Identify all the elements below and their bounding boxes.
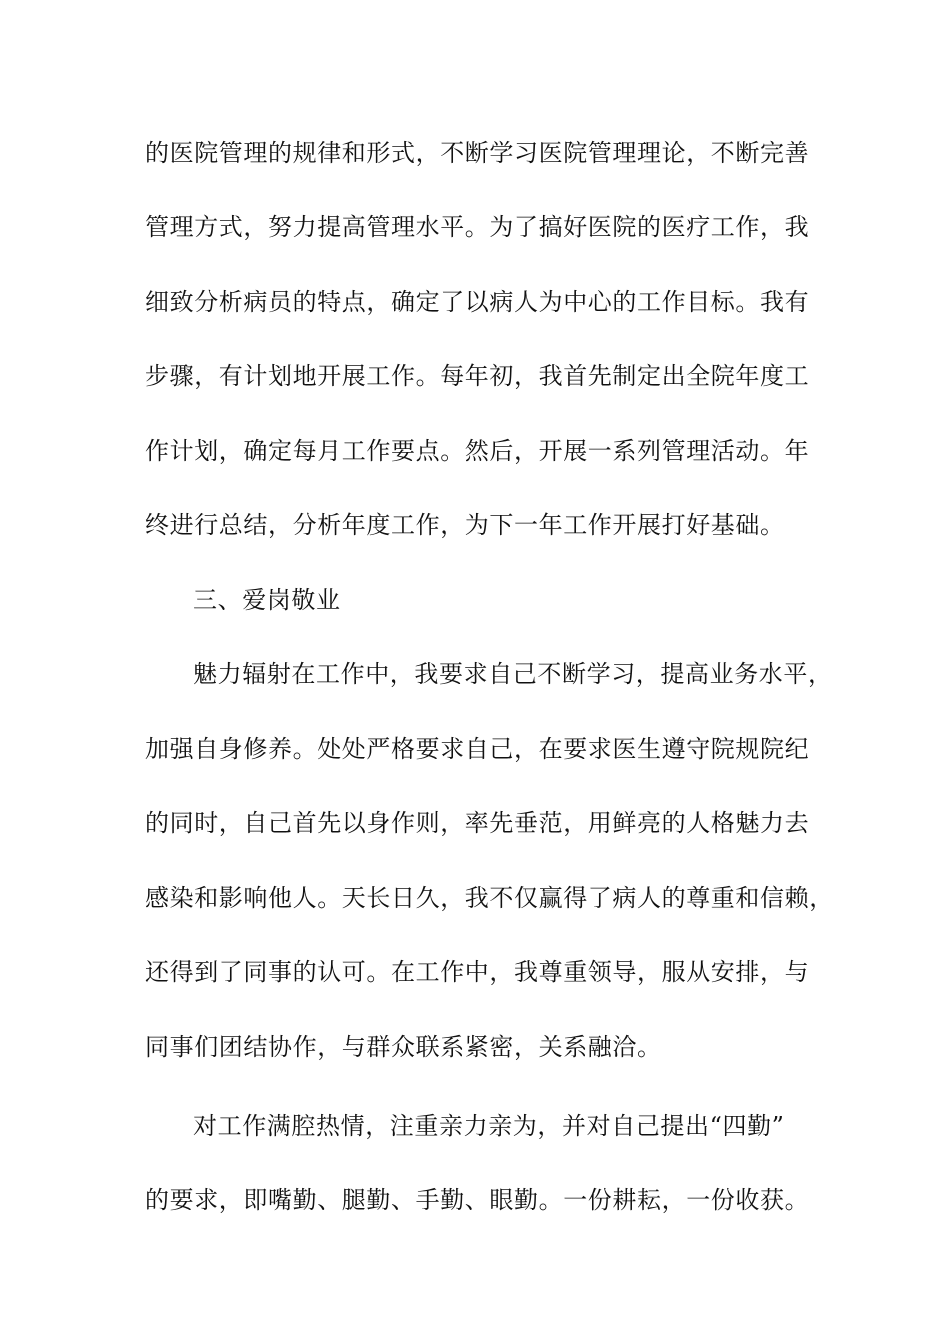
- text-line: 同事们团结协作，与群众联系紧密，关系融洽。: [145, 1033, 662, 1061]
- text-line: 细致分析病员的特点，确定了以病人为中心的工作目标。我有: [145, 288, 810, 316]
- text-line: 感染和影响他人。天长日久，我不仅赢得了病人的尊重和信赖，: [145, 884, 834, 912]
- text-line: 作计划，确定每月工作要点。然后，开展一系列管理活动。年: [145, 437, 810, 465]
- text-line: 魅力辐射在工作中，我要求自己不断学习，提高业务水平，: [193, 660, 833, 688]
- text-line: 对工作满腔热情，注重亲力亲为，并对自己提出“四勤”: [193, 1112, 785, 1140]
- text-line: 终进行总结，分析年度工作，为下一年工作开展打好基础。: [145, 511, 785, 539]
- text-line: 的医院管理的规律和形式，不断学习医院管理理论，不断完善: [145, 139, 810, 167]
- text-line: 的同时，自己首先以身作则，率先垂范，用鲜亮的人格魅力去: [145, 809, 810, 837]
- text-line: 的要求，即嘴勤、腿勤、手勤、眼勤。一份耕耘，一份收获。: [145, 1186, 810, 1214]
- text-line: 还得到了同事的认可。在工作中，我尊重领导，服从安排，与: [145, 958, 810, 986]
- section-heading: 三、爱岗敬业: [193, 586, 341, 614]
- text-line: 管理方式，努力提高管理水平。为了搞好医院的医疗工作，我: [145, 213, 810, 241]
- text-line: 加强自身修养。处处严格要求自己，在要求医生遵守院规院纪: [145, 735, 810, 763]
- text-line: 步骤，有计划地开展工作。每年初，我首先制定出全院年度工: [145, 362, 810, 390]
